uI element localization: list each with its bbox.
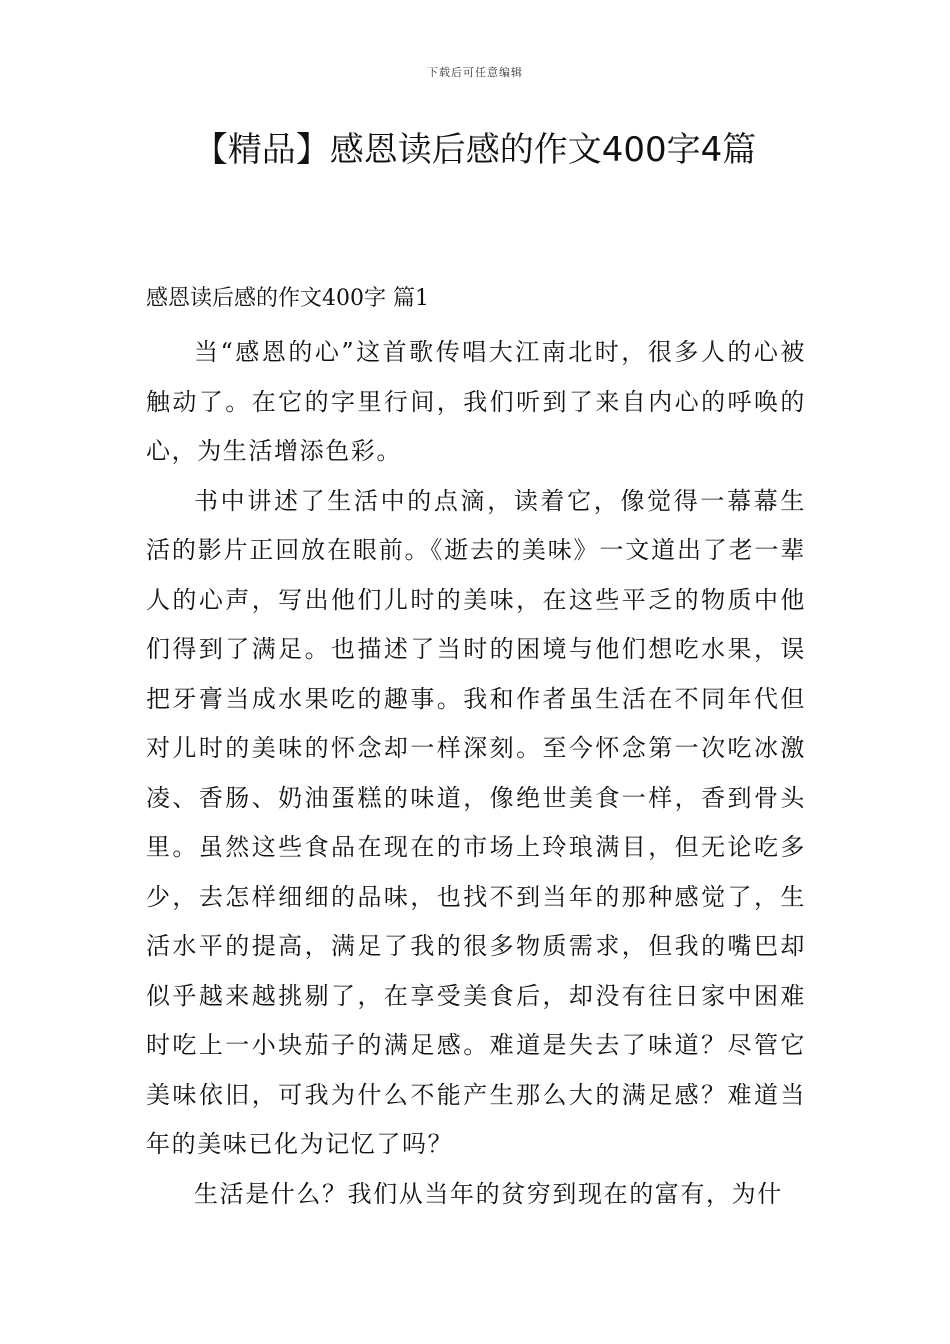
paragraph: 生活是什么？我们从当年的贫穷到现在的富有，为什 — [194, 1179, 783, 1208]
paragraph: 书中讲述了生活中的点滴，读着它，像觉得一幕幕生活的影片正回放在眼前。《逝去的美味》一文道出了老一辈人的心声，写出他们儿时的美味，在这些平乏的物质中他们得到了满足。也描述了当时的困境与他们想吃水果，误把牙膏当成水果吃的趣事。我和作者虽生活在不同年代但对儿时的美味的怀念却一样深刻。至今怀念第一次吃冰激凌、香肠、奶油蛋糕的味道，像绝世美食一样，香到骨头里。虽然这些食品在现在的市场上玲琅满目，但无论吃多少，去怎样细细的品味，也找不到当年的那种感觉了，生活水平的提高，满足了我的很多物质需求，但我的嘴巴却似乎越来越挑剔了，在享受美食后，却没有往日家中困难时吃上一小块茄子的满足感。难道是失去了味道？尽管它美味依旧，可我为什么不能产生那么大的满足感？难道当年的美味已化为记忆了吗？ — [146, 486, 806, 1158]
article-body — [146, 328, 806, 1219]
paragraph: 当“感恩的心”这首歌传唱大江南北时，很多人的心被触动了。在它的字里行间，我们听到了来自内心的呼唤的心，为生活增添色彩。 — [146, 338, 806, 465]
document-title: 【精品】感恩读后感的作文400字4篇 — [193, 130, 757, 170]
header-note: 下载后可任意编辑 — [427, 66, 523, 79]
section-heading: 感恩读后感的作文400字 篇1 — [146, 286, 429, 311]
